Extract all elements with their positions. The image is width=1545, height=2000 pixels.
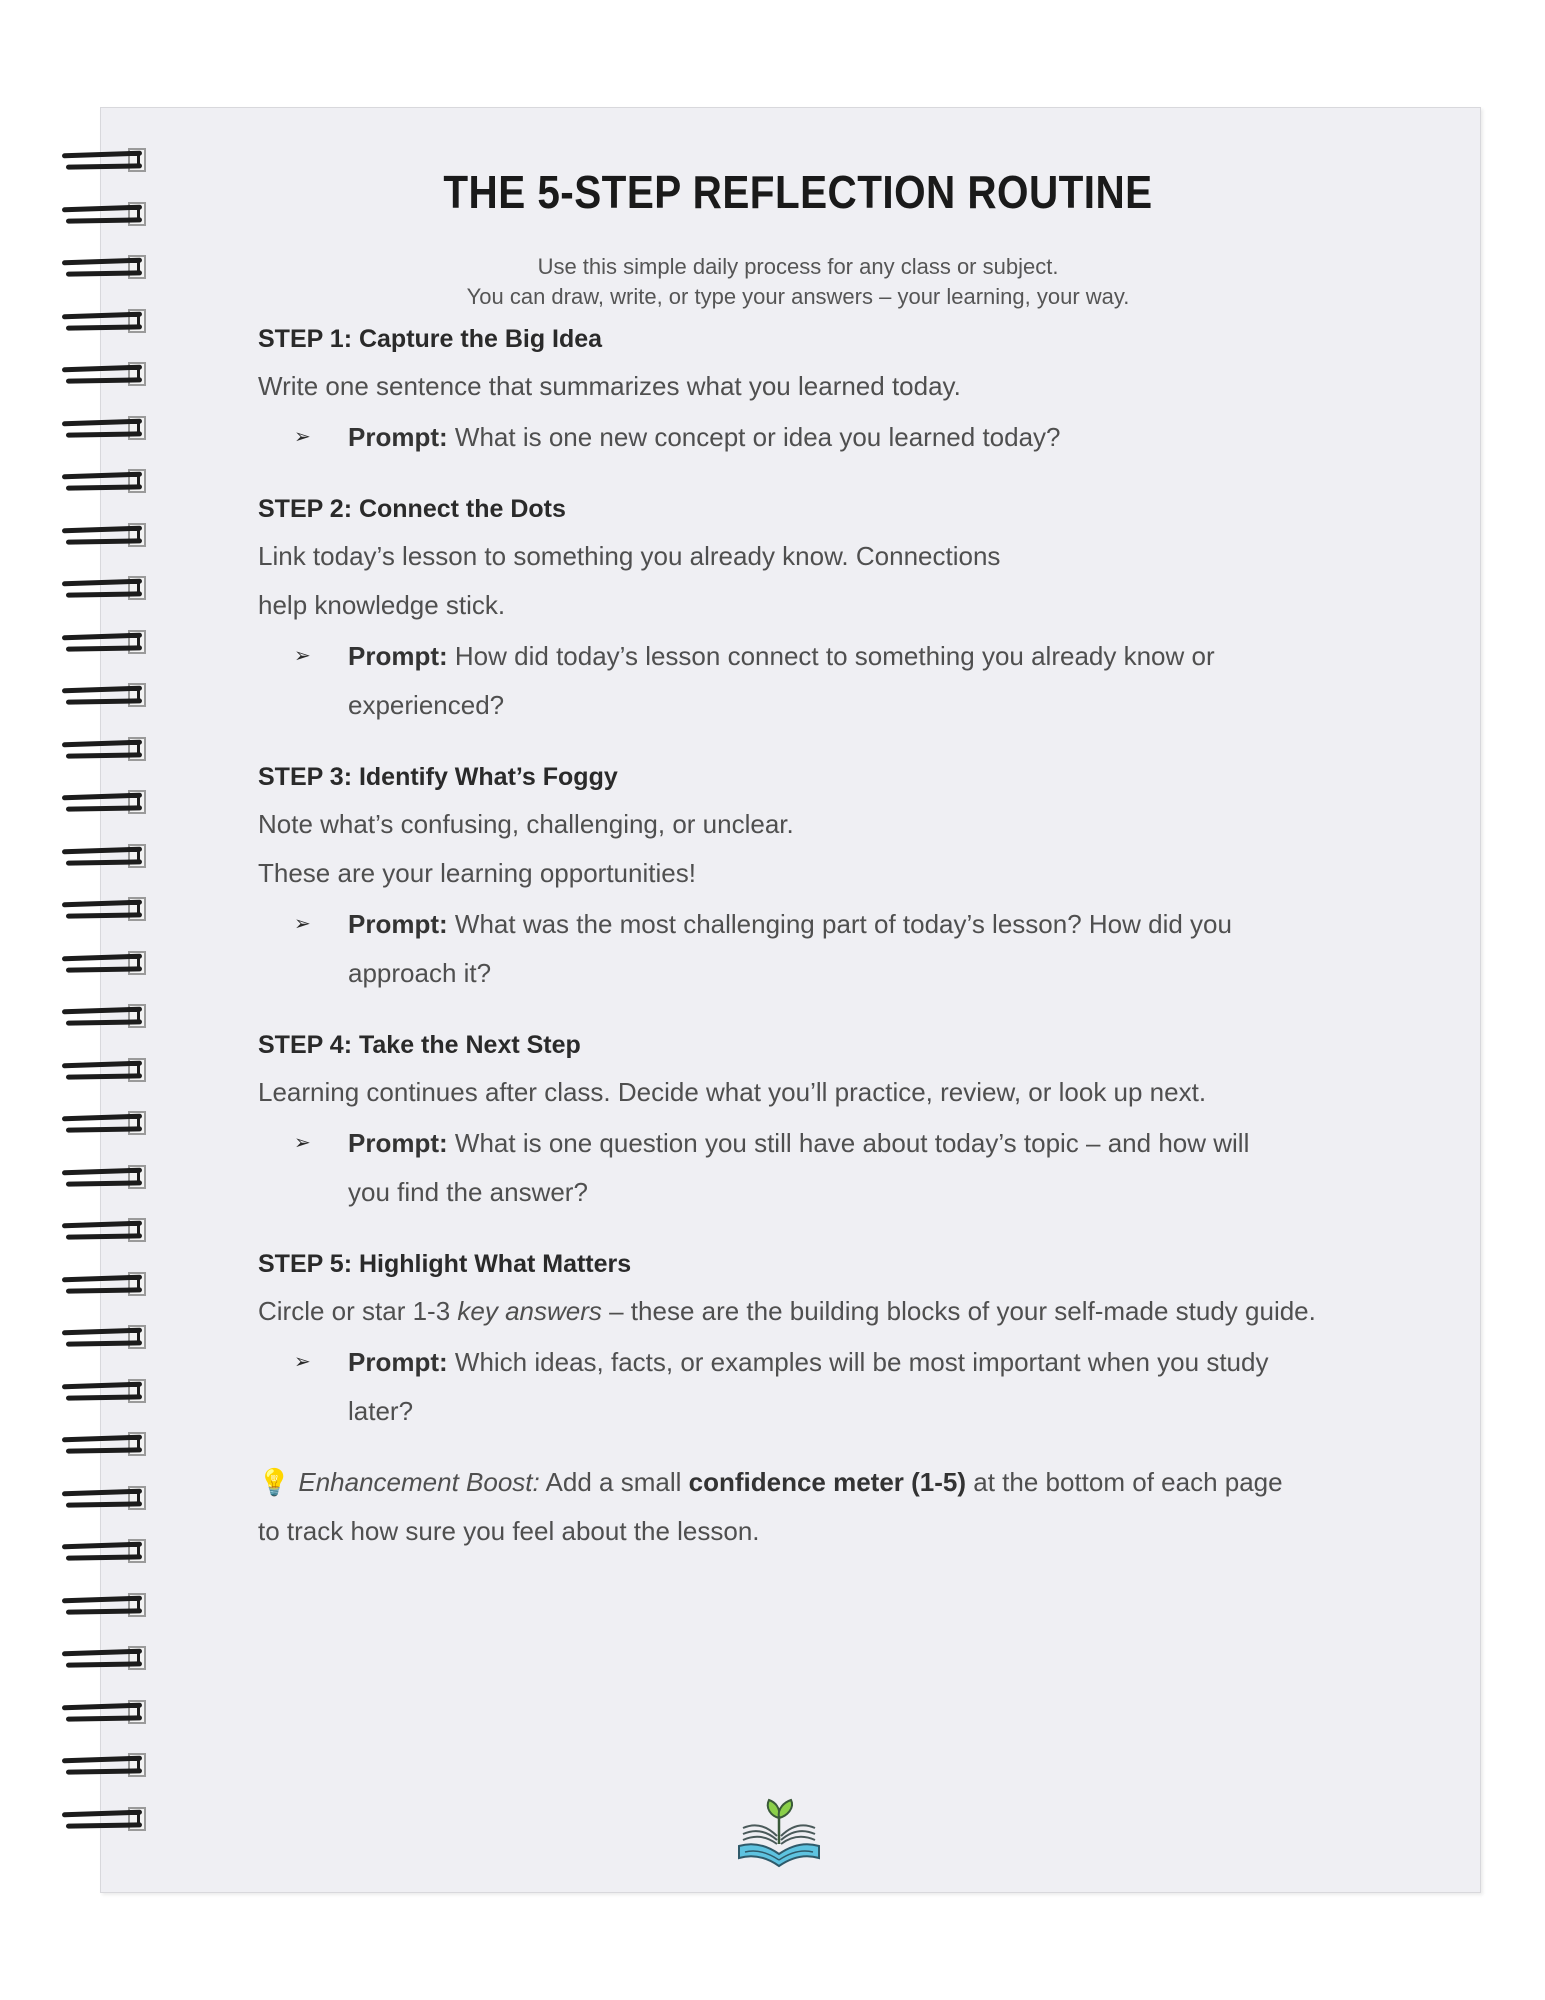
step-description: Note what’s confusing, challenging, or unclear. xyxy=(258,809,794,839)
step-prompt xyxy=(294,1119,1338,1217)
prompt-label: Prompt: xyxy=(348,1128,448,1158)
spiral-ring xyxy=(62,1218,150,1246)
prompt-text: What was the most challenging part of today’s lesson? How did you approach it? xyxy=(348,909,1232,988)
arrow-bullet-icon: ➢ xyxy=(294,913,311,935)
arrow-bullet-icon: ➢ xyxy=(294,645,311,667)
spiral-ring xyxy=(62,1646,150,1674)
prompt-text: How did today’s lesson connect to something you already know or experienced? xyxy=(348,641,1215,720)
spiral-ring xyxy=(62,1165,150,1193)
spiral-ring xyxy=(62,790,150,818)
step-heading: STEP 1: Capture the Big Idea xyxy=(258,325,603,353)
spiral-ring xyxy=(62,1700,150,1728)
boost-label: Enhancement Boost: xyxy=(298,1467,540,1497)
step-prompt xyxy=(294,632,1338,730)
spiral-ring xyxy=(62,844,150,872)
step-prompt xyxy=(294,413,1338,462)
description-text: – these are the building blocks of your self-made study guide. xyxy=(601,1296,1316,1326)
spiral-ring xyxy=(62,416,150,444)
step-description: Write one sentence that summarizes what you learned today. xyxy=(258,371,961,401)
prompt-text: Which ideas, facts, or examples will be most important when you study later? xyxy=(348,1347,1269,1426)
step-heading: STEP 4: Take the Next Step xyxy=(258,1031,581,1059)
step-2 xyxy=(258,492,1338,730)
spiral-ring xyxy=(62,469,150,497)
boost-text: at the bottom of each page to track how sure you feel about the lesson. xyxy=(258,1467,1283,1546)
spiral-ring xyxy=(62,309,150,337)
step-4 xyxy=(258,1028,1338,1217)
spiral-ring xyxy=(62,1272,150,1300)
spiral-ring xyxy=(62,737,150,765)
spiral-ring xyxy=(62,1539,150,1567)
emphasis-text: key answers xyxy=(457,1296,602,1326)
step-description: These are your learning opportunities! xyxy=(258,858,696,888)
spiral-ring xyxy=(62,255,150,283)
spiral-ring xyxy=(62,1486,150,1514)
subtitle-line: Use this simple daily process for any class or subject. xyxy=(537,254,1059,279)
prompt-label: Prompt: xyxy=(348,1347,448,1377)
boost-bold-text: confidence meter (1-5) xyxy=(688,1467,967,1497)
spiral-ring xyxy=(62,897,150,925)
arrow-bullet-icon: ➢ xyxy=(294,1132,311,1154)
spiral-binding xyxy=(0,0,150,2000)
page-title: THE 5-STEP REFLECTION ROUTINE xyxy=(443,166,1153,218)
spiral-ring xyxy=(62,1058,150,1086)
spiral-ring xyxy=(62,1325,150,1353)
boost-text: Add a small xyxy=(539,1467,689,1497)
prompt-label: Prompt: xyxy=(348,909,448,939)
spiral-ring xyxy=(62,523,150,551)
subtitle xyxy=(258,252,1338,312)
spiral-ring xyxy=(62,148,150,176)
step-5 xyxy=(258,1247,1338,1436)
step-description xyxy=(258,1287,1318,1336)
spiral-ring xyxy=(62,683,150,711)
enhancement-boost xyxy=(258,1458,1298,1556)
subtitle-line: You can draw, write, or type your answers – your learning, your way. xyxy=(466,284,1130,309)
description-text: Circle or star 1-3 xyxy=(258,1296,458,1326)
spiral-ring xyxy=(62,951,150,979)
spiral-ring xyxy=(62,1807,150,1835)
spiral-ring xyxy=(62,1379,150,1407)
step-prompt xyxy=(294,900,1338,998)
spiral-ring xyxy=(62,1004,150,1032)
prompt-label: Prompt: xyxy=(348,641,448,671)
spiral-ring xyxy=(62,1432,150,1460)
prompt-label: Prompt: xyxy=(348,422,448,452)
arrow-bullet-icon: ➢ xyxy=(294,426,311,448)
prompt-text: What is one new concept or idea you learned today? xyxy=(454,422,1061,452)
step-heading: STEP 2: Connect the Dots xyxy=(258,495,566,523)
spiral-ring xyxy=(62,1111,150,1139)
arrow-bullet-icon: ➢ xyxy=(294,1351,311,1373)
step-heading: STEP 3: Identify What’s Foggy xyxy=(258,763,618,791)
spiral-ring xyxy=(62,202,150,230)
book-sprout-logo-icon xyxy=(735,1788,823,1868)
step-description: Link today’s lesson to something you already know. Connections help knowledge stick. xyxy=(258,541,1001,620)
spiral-ring xyxy=(62,576,150,604)
lightbulb-icon: 💡 xyxy=(258,1467,291,1497)
prompt-text: What is one question you still have about today’s topic – and how will you find the answer? xyxy=(348,1128,1250,1207)
step-description: Learning continues after class. Decide what you’ll practice, review, or look up next. xyxy=(258,1077,1207,1107)
step-heading: STEP 5: Highlight What Matters xyxy=(258,1250,632,1278)
spiral-ring xyxy=(62,630,150,658)
page-content xyxy=(258,150,1338,1556)
step-1 xyxy=(258,322,1338,462)
step-prompt xyxy=(294,1338,1338,1436)
spiral-ring xyxy=(62,1593,150,1621)
spiral-ring xyxy=(62,362,150,390)
step-3 xyxy=(258,760,1338,998)
spiral-ring xyxy=(62,1753,150,1781)
